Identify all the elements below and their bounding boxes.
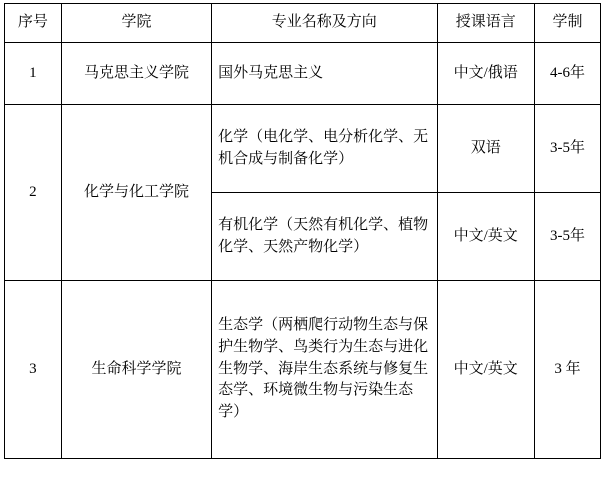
document-page xyxy=(0,3,605,492)
cell-major: 有机化学（天然有机化学、植物化学、天然产物化学） xyxy=(212,193,437,281)
cell-school: 生命科学学院 xyxy=(61,281,211,459)
cell-language: 中文/俄语 xyxy=(437,43,534,105)
column-header-years: 学制 xyxy=(534,4,600,43)
table-header-row xyxy=(5,4,601,43)
cell-language: 中文/英文 xyxy=(437,193,534,281)
table-row xyxy=(5,105,601,193)
table-header xyxy=(5,4,601,43)
column-header-no: 序号 xyxy=(5,4,62,43)
cell-no: 1 xyxy=(5,43,62,105)
program-table xyxy=(4,3,601,459)
cell-no: 3 xyxy=(5,281,62,459)
column-header-language: 授课语言 xyxy=(437,4,534,43)
cell-major: 化学（电化学、电分析化学、无机合成与制备化学） xyxy=(212,105,437,193)
cell-major: 生态学（两栖爬行动物生态与保护生物学、鸟类行为生态与进化生物学、海岸生态系统与修复生态学、环境微生物与污染生态学） xyxy=(212,281,437,459)
cell-major: 国外马克思主义 xyxy=(212,43,437,105)
cell-no: 2 xyxy=(5,105,62,281)
cell-years: 4-6年 xyxy=(534,43,600,105)
cell-school: 化学与化工学院 xyxy=(61,105,211,281)
cell-years: 3 年 xyxy=(534,281,600,459)
table-body xyxy=(5,43,601,459)
cell-language: 中文/英文 xyxy=(437,281,534,459)
column-header-school: 学院 xyxy=(61,4,211,43)
cell-language: 双语 xyxy=(437,105,534,193)
table-row xyxy=(5,43,601,105)
cell-years: 3-5年 xyxy=(534,105,600,193)
cell-school: 马克思主义学院 xyxy=(61,43,211,105)
cell-years: 3-5年 xyxy=(534,193,600,281)
column-header-major: 专业名称及方向 xyxy=(212,4,437,43)
table-row xyxy=(5,281,601,459)
